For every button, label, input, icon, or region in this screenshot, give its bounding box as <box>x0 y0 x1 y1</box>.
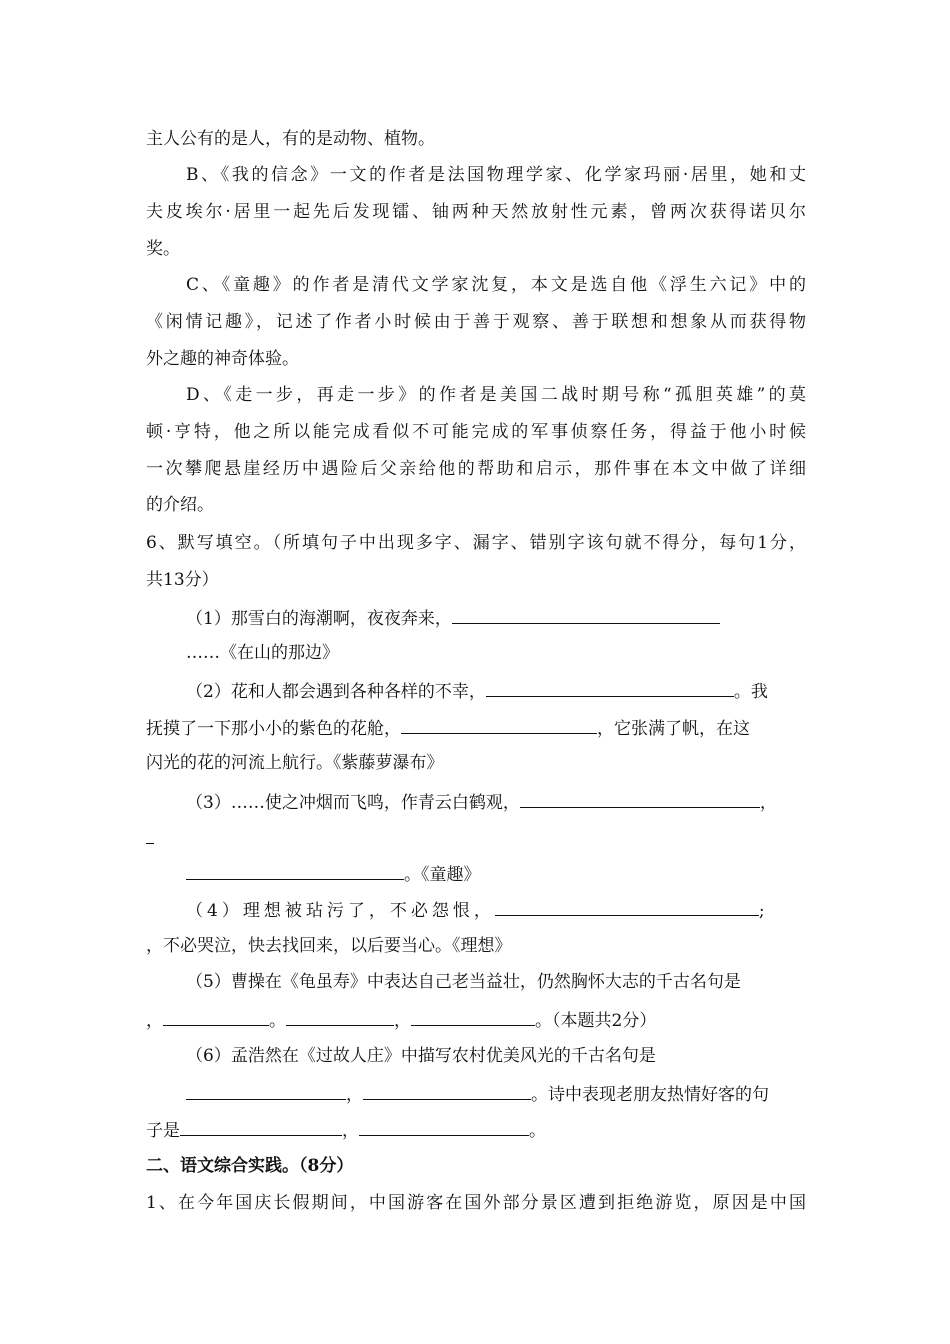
option-c-line-2: 《闲情记趣》，记述了作者小时候由于善于观察、善于联想和想象从而获得物 <box>146 312 806 332</box>
item-2-line-1 <box>186 679 806 703</box>
blank-12[interactable] <box>180 1118 342 1136</box>
option-b-line-1: B、《我的信念》一文的作者是法国物理学家、化学家玛丽·居里，她和丈 <box>186 165 806 185</box>
blank-13[interactable] <box>359 1118 529 1136</box>
option-d-line-1: D、《走一步，再走一步》的作者是美国二战时期号称“孤胆英雄”的莫 <box>186 385 806 405</box>
option-b-line-2: 夫皮埃尔·居里一起先后发现镭、铀两种天然放射性元素，曾两次获得诺贝尔 <box>146 202 806 222</box>
item-2-text-end: 。我 <box>733 682 768 702</box>
item-6-text-2: 子是 <box>146 1121 180 1141</box>
blank-8[interactable] <box>286 1008 394 1026</box>
item-2-line-2 <box>146 716 806 740</box>
item-5-line-1: （5）曹操在《龟虽寿》中表达自己老当益壮，仍然胸怀大志的千古名句是 <box>186 972 741 992</box>
item-1-source: ……《在山的那边》 <box>186 643 339 663</box>
item-6-comma: ， <box>346 1085 363 1105</box>
blank-1[interactable] <box>452 606 720 624</box>
item-4-semicolon: ; <box>758 901 769 921</box>
option-b-line-3: 奖。 <box>146 239 180 259</box>
item-6-text: 。诗中表现老朋友热情好客的句 <box>531 1085 769 1105</box>
item-5-comma-2: ， <box>394 1011 411 1031</box>
item-4-line-2: ，不必哭泣，快去找回来，以后要当心。《理想》 <box>146 936 512 956</box>
blank-11[interactable] <box>363 1082 531 1100</box>
item-6-line-1: （6）孟浩然在《过故人庄》中描写农村优美风光的千古名句是 <box>186 1046 656 1066</box>
blank-10[interactable] <box>186 1082 346 1100</box>
item-4-line-1 <box>186 898 806 922</box>
item-2-text-3: ，它张满了帆，在这 <box>597 719 750 739</box>
blank-7[interactable] <box>163 1008 269 1026</box>
item-6-period: 。 <box>529 1121 546 1141</box>
blank-5[interactable] <box>186 862 404 880</box>
option-d-line-3: 一次攀爬悬崖经历中遇险后父亲给他的帮助和启示，那件事在本文中做了详细 <box>146 459 806 479</box>
blank-6[interactable] <box>495 898 759 916</box>
blank-3[interactable] <box>401 716 597 734</box>
item-3-comma: ， <box>759 793 777 813</box>
question-6-title-cont: 共13分） <box>146 570 219 590</box>
option-d-line-2: 顿·亨特，他之所以能完成看似不可能完成的军事侦察任务，得益于他小时候 <box>146 422 806 442</box>
item-1-line <box>186 606 806 630</box>
item-3-line-2 <box>186 862 806 886</box>
section-2-heading: 二、语文综合实践。（8分） <box>146 1156 354 1176</box>
option-c-line-1: C、《童趣》的作者是清代文学家沈复，本文是选自他《浮生六记》中的 <box>186 275 806 295</box>
blank-9[interactable] <box>411 1008 535 1026</box>
item-5-comma: ， <box>146 1011 163 1031</box>
item-1-text: （1）那雪白的海潮啊，夜夜奔来， <box>186 609 452 629</box>
section-2-question-1: 1、在今年国庆长假期间，中国游客在国外部分景区遭到拒绝游览，原因是中国 <box>146 1193 806 1213</box>
stray-dash <box>146 843 154 844</box>
blank-2[interactable] <box>486 679 734 697</box>
question-6-title: 6、默写填空。（所填句子中出现多字、漏字、错别字该句就不得分，每句1分， <box>146 533 806 553</box>
blank-4[interactable] <box>520 790 760 808</box>
item-2-line-3: 闪光的花的河流上航行。《紫藤萝瀑布》 <box>146 753 444 773</box>
item-3-source: 。《童趣》 <box>404 865 481 885</box>
item-2-text-2: 抚摸了一下那小小的紫色的花舱， <box>146 719 401 739</box>
item-5-note: 。（本题共2分） <box>535 1011 657 1031</box>
option-c-line-3: 外之趣的神奇体验。 <box>146 349 299 369</box>
item-3-text: （3）……使之冲烟而飞鸣，作青云白鹤观， <box>186 793 520 813</box>
item-6-line-3 <box>146 1118 806 1142</box>
item-6-line-2 <box>186 1082 806 1106</box>
item-5-line-2 <box>146 1008 806 1032</box>
item-3-line-1 <box>186 790 806 814</box>
item-5-period: 。 <box>269 1011 286 1031</box>
item-4-text: （4）理想被玷污了，不必怨恨， <box>186 901 495 921</box>
option-d-line-4: 的介绍。 <box>146 495 214 515</box>
text-line: 主人公有的是人，有的是动物、植物。 <box>146 129 435 149</box>
item-2-text: （2）花和人都会遇到各种各样的不幸， <box>186 682 486 702</box>
item-6-comma-2: ， <box>342 1121 359 1141</box>
